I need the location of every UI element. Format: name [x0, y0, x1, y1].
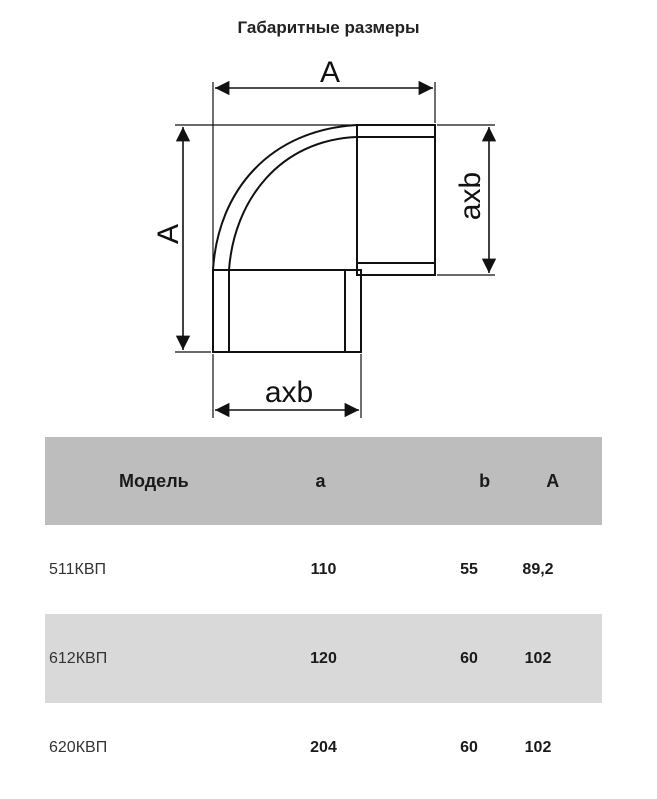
- cell-A: 102: [524, 649, 552, 667]
- cell-a: 204: [310, 738, 337, 756]
- cell-A: 89,2: [522, 560, 554, 578]
- lower-sleeve: [213, 270, 361, 352]
- dimensions-table: [45, 437, 602, 792]
- cell-a: 120: [310, 649, 337, 667]
- cell-model: 511КВП: [49, 560, 106, 578]
- extension-lines: [175, 82, 495, 418]
- dimension-arrows: [183, 88, 489, 410]
- dimension-drawing: [0, 40, 657, 430]
- header-A: A: [546, 470, 560, 491]
- table-row: [45, 525, 602, 614]
- table-row: [45, 703, 602, 792]
- inner-bend: [229, 137, 357, 270]
- bottom-dimension-label: axb: [264, 376, 314, 409]
- header-a: a: [315, 470, 326, 491]
- upper-sleeve: [357, 125, 435, 275]
- cell-b: 60: [460, 649, 478, 667]
- cell-A: 102: [524, 738, 552, 756]
- page-title: Габаритные размеры: [237, 18, 420, 37]
- header-b: b: [479, 470, 491, 491]
- elbow-outline: [213, 125, 435, 352]
- header-model: Модель: [119, 470, 189, 491]
- top-dimension-label: A: [319, 56, 341, 89]
- cell-model: 612КВП: [49, 649, 108, 667]
- table-header-row: [45, 437, 602, 525]
- cell-model: 620КВП: [49, 738, 108, 756]
- left-dimension-label: A: [152, 223, 185, 245]
- outer-bend: [213, 125, 357, 270]
- cell-b: 60: [460, 738, 478, 756]
- cell-b: 55: [460, 560, 478, 578]
- right-dimension-label: axb: [454, 171, 487, 221]
- table-row: [45, 614, 602, 703]
- cell-a: 110: [310, 560, 337, 578]
